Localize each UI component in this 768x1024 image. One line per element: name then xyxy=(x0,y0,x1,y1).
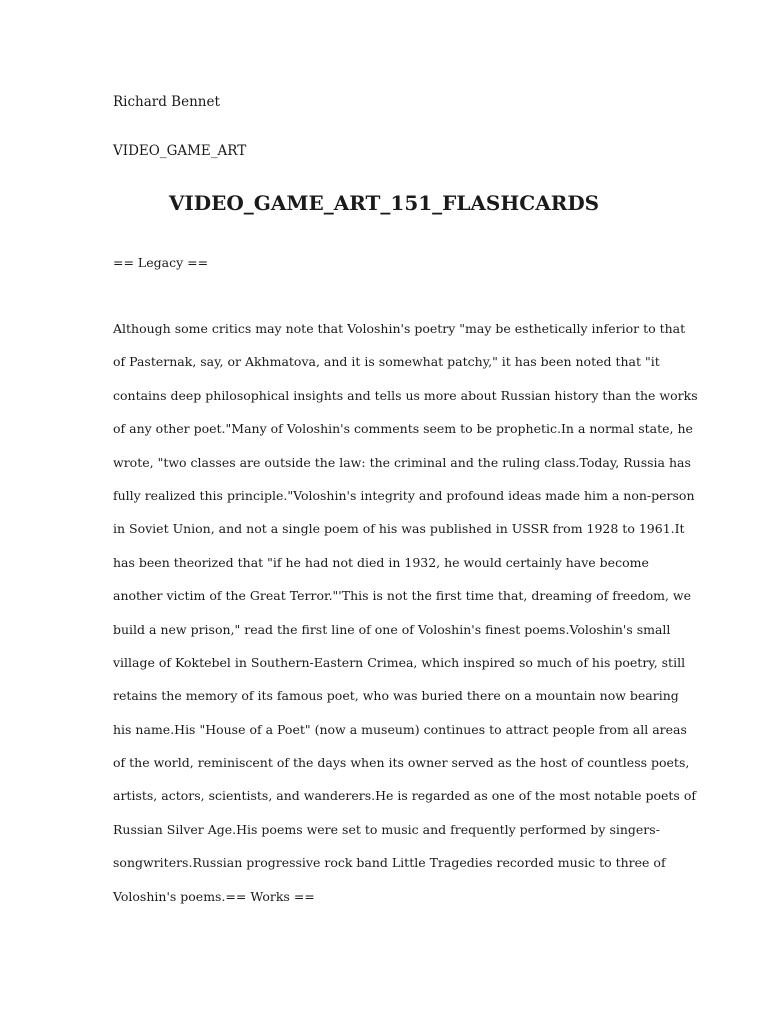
body-line: wrote, "two classes are outside the law: the criminal and the ruling class.Today, Russia has xyxy=(113,454,691,470)
body-line: retains the memory of its famous poet, who was buried there on a mountain now bearing xyxy=(113,688,679,704)
body-line: artists, actors, scientists, and wanderers.He is regarded as one of the most notable poets of xyxy=(113,788,696,804)
body-paragraph xyxy=(113,319,698,920)
body-line: of Pasternak, say, or Akhmatova, and it is somewhat patchy," it has been noted that "it xyxy=(113,354,660,370)
body-line: another victim of the Great Terror."'This is not the first time that, dreaming of freedom, we xyxy=(113,588,692,604)
body-line: of the world, reminiscent of the days when its owner served as the host of countless poets, xyxy=(113,755,690,771)
body-line: village of Koktebel in Southern-Eastern Crimea, which inspired so much of his poetry, still xyxy=(113,654,686,670)
body-line: Voloshin's poems.== Works == xyxy=(113,888,315,904)
body-line: build a new prison," read the first line of one of Voloshin's finest poems.Voloshin's small xyxy=(113,621,671,637)
body-line: in Soviet Union, and not a single poem of his was published in USSR from 1928 to 1961.It xyxy=(113,521,685,537)
body-line: Russian Silver Age.His poems were set to music and frequently performed by singers- xyxy=(113,821,660,837)
section-heading-legacy: == Legacy == xyxy=(113,255,209,270)
document-title: VIDEO_GAME_ART_151_FLASHCARDS xyxy=(168,191,600,215)
subject-label: VIDEO_GAME_ART xyxy=(113,143,247,159)
body-line: contains deep philosophical insights and tells us more about Russian history than the works xyxy=(113,387,698,403)
body-line: his name.His "House of a Poet" (now a museum) continues to attract people from all areas xyxy=(113,721,687,737)
body-line: Although some critics may note that Voloshin's poetry "may be esthetically inferior to that xyxy=(113,321,686,336)
body-line: fully realized this principle."Voloshin's integrity and profound ideas made him a non-person xyxy=(113,487,695,503)
body-line: has been theorized that "if he had not died in 1932, he would certainly have become xyxy=(113,554,649,570)
author-name: Richard Bennet xyxy=(113,94,220,110)
body-line: songwriters.Russian progressive rock band Little Tragedies recorded music to three of xyxy=(113,855,666,871)
body-line: of any other poet."Many of Voloshin's comments seem to be prophetic.In a normal state, he xyxy=(113,421,693,437)
